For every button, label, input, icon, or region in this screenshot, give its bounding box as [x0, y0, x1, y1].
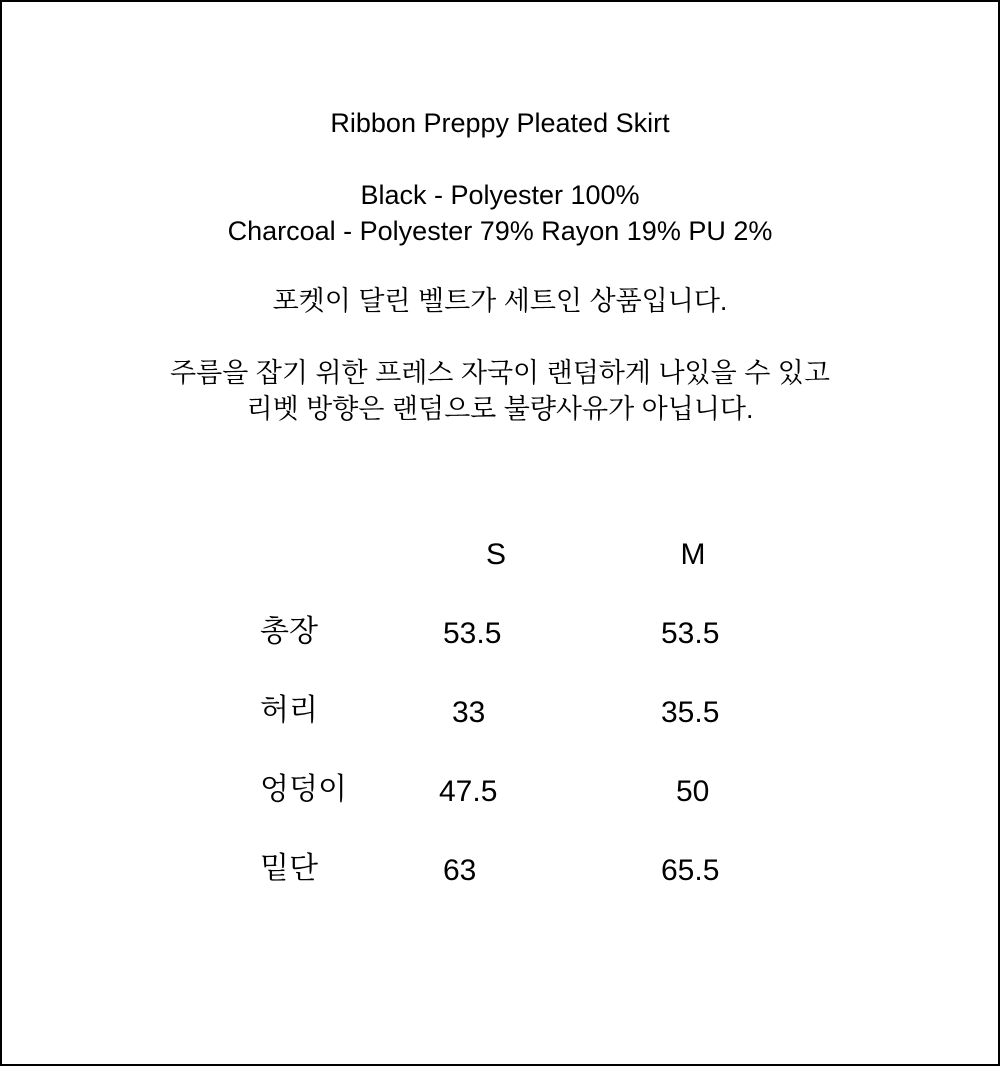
material-charcoal: Charcoal - Polyester 79% Rayon 19% PU 2% [227, 216, 773, 246]
value-total-length-m: 53.5 [661, 617, 720, 650]
row-label-hip: 엉덩이 [260, 773, 347, 806]
value-hip-m: 50 [676, 775, 710, 808]
note-rivet-direction: 리벳 방향은 랜덤으로 불량사유가 아닙니다. [246, 394, 754, 424]
note-belt-set: 포켓이 달린 벨트가 세트인 상품입니다. [272, 286, 728, 316]
note-press-marks: 주름을 잡기 위한 프레스 자국이 랜덤하게 나있을 수 있고 [170, 358, 830, 388]
row-label-hem: 밑단 [260, 852, 318, 885]
value-waist-s: 33 [452, 696, 486, 729]
product-title: Ribbon Preppy Pleated Skirt [330, 108, 670, 138]
row-label-total-length: 총장 [260, 615, 318, 648]
value-hip-s: 47.5 [439, 775, 498, 808]
value-total-length-s: 53.5 [443, 617, 502, 650]
size-column-m: M [680, 538, 706, 571]
value-hem-m: 65.5 [661, 854, 720, 887]
material-black: Black - Polyester 100% [360, 180, 640, 210]
row-label-waist: 허리 [260, 694, 318, 727]
value-waist-m: 35.5 [661, 696, 720, 729]
size-column-s: S [485, 538, 506, 571]
value-hem-s: 63 [443, 854, 477, 887]
